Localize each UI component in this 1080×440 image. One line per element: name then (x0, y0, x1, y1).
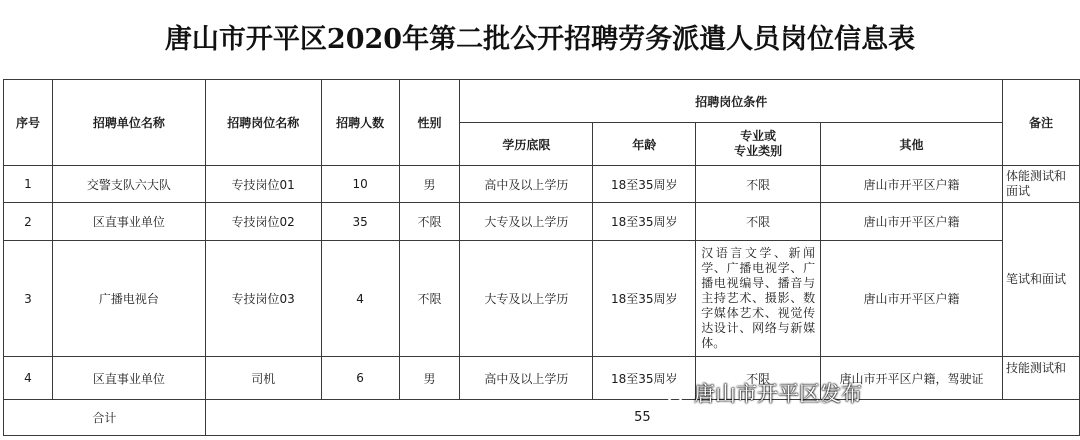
header-post: 招聘岗位名称 (205, 80, 321, 166)
header-unit: 招聘单位名称 (52, 80, 205, 166)
cell-major: 不限 (696, 166, 821, 203)
cell-post: 司机 (205, 357, 321, 400)
cell-unit: 区直事业单位 (52, 357, 205, 400)
cell-age: 18至35周岁 (593, 241, 696, 357)
cell-age: 18至35周岁 (593, 357, 696, 400)
header-remark: 备注 (1003, 80, 1080, 166)
page-title: 唐山市开平区2020年第二批公开招聘劳务派遣人员岗位信息表 (164, 24, 916, 55)
header-count: 招聘人数 (321, 80, 399, 166)
cell-unit: 广播电视台 (52, 241, 205, 357)
cell-seq: 3 (4, 241, 53, 357)
cell-age: 18至35周岁 (593, 203, 696, 241)
header-gender: 性别 (399, 80, 460, 166)
cell-gender: 不限 (399, 203, 460, 241)
cell-seq: 4 (4, 357, 53, 400)
header-seq: 序号 (4, 80, 53, 166)
cell-major: 不限 (696, 203, 821, 241)
watermark-text: 唐山市开平区发布 (694, 382, 862, 406)
cell-other: 唐山市开平区户籍 (821, 203, 1003, 241)
total-label: 合计 (4, 400, 206, 436)
header-conditions: 招聘岗位条件 (460, 80, 1003, 123)
cell-count: 10 (321, 166, 399, 203)
cell-education: 高中及以上学历 (460, 357, 593, 400)
table-row (4, 166, 1080, 203)
header-other: 其他 (821, 123, 1003, 166)
cell-major: 不限 (696, 357, 821, 400)
total-row (4, 400, 1080, 436)
table-row (4, 241, 1080, 357)
cell-unit: 区直事业单位 (52, 203, 205, 241)
cell-education: 大专及以上学历 (460, 203, 593, 241)
cell-remark: 笔试和面试 (1003, 203, 1080, 357)
cell-post: 专技岗位02 (205, 203, 321, 241)
table-row (4, 357, 1080, 400)
cell-other: 唐山市开平区户籍 (821, 166, 1003, 203)
cell-gender: 男 (399, 166, 460, 203)
cell-count: 4 (321, 241, 399, 357)
cell-count: 35 (321, 203, 399, 241)
cell-remark: 技能测试和 (1003, 357, 1080, 400)
cell-count: 6 (321, 357, 399, 400)
cell-other: 唐山市开平区户籍 (821, 241, 1003, 357)
header-row (4, 80, 1080, 123)
total-value: 55 (205, 400, 1079, 436)
cell-remark: 体能测试和面试 (1003, 166, 1080, 203)
cell-gender: 男 (399, 357, 460, 400)
cell-unit: 交警支队六大队 (52, 166, 205, 203)
cell-major: 汉语言文学、新闻学、广播电视学、广播电视编导、播音与主持艺术、摄影、数字媒体艺术、视觉传达设计、网络与新媒体。 (696, 241, 821, 357)
cell-post: 专技岗位03 (205, 241, 321, 357)
table-row (4, 203, 1080, 241)
header-education: 学历底限 (460, 123, 593, 166)
header-age: 年龄 (593, 123, 696, 166)
job-info-table (3, 79, 1080, 436)
cell-seq: 1 (4, 166, 53, 203)
cell-education: 大专及以上学历 (460, 241, 593, 357)
cell-other: 唐山市开平区户籍，驾驶证 (821, 357, 1003, 400)
cell-age: 18至35周岁 (593, 166, 696, 203)
cell-gender: 不限 (399, 241, 460, 357)
cell-seq: 2 (4, 203, 53, 241)
header-major: 专业或 专业类别 (696, 123, 821, 166)
cell-post: 专技岗位01 (205, 166, 321, 203)
cell-education: 高中及以上学历 (460, 166, 593, 203)
